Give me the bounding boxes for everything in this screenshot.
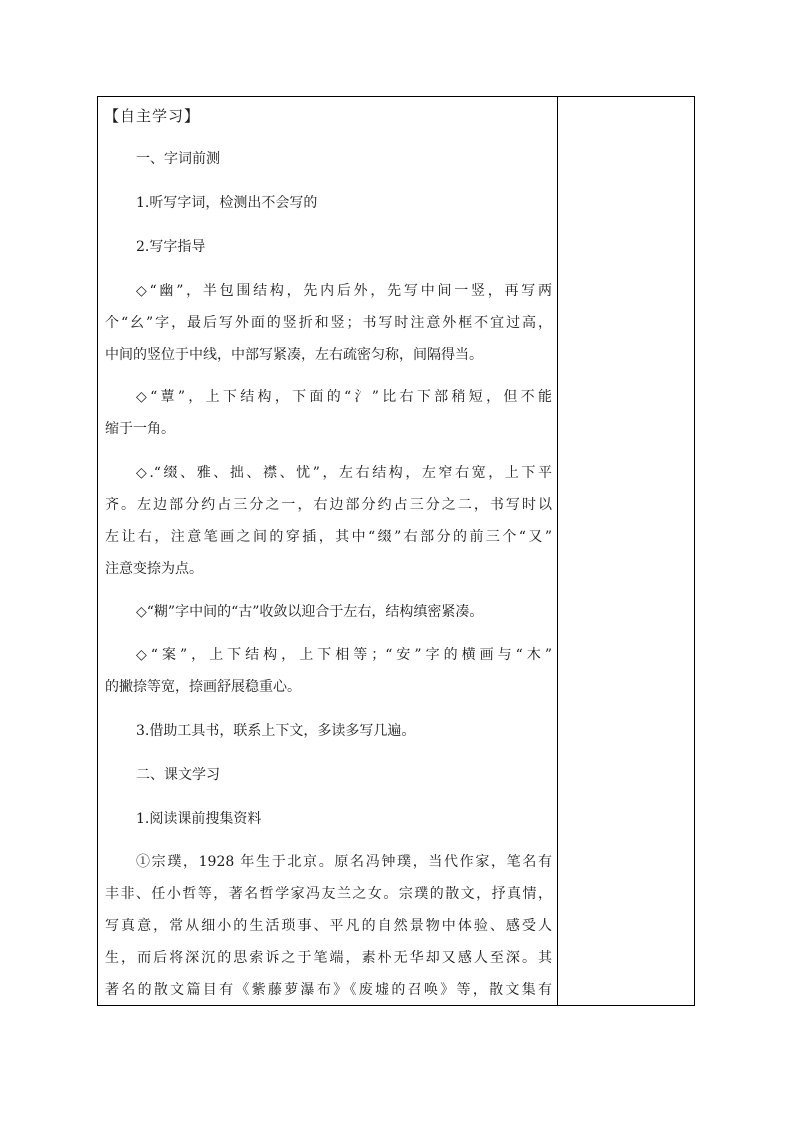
item-dictation: 1.听写字词，检测出不会写的: [136, 195, 318, 211]
subsection-heading-text-study: 二、课文学习: [136, 767, 220, 783]
item-reference-books: 3.借助工具书，联系上下文，多读多写几遍。: [136, 723, 416, 739]
worksheet-table: [97, 96, 695, 1006]
guide-an-line-1: ◇“案”，上下结构，上下相等；“安”字的横画与“木”: [136, 647, 552, 663]
author-bio-line-2: 丰非、任小哲等，著名哲学家冯友兰之女。宗璞的散文，抒真情，: [105, 886, 552, 902]
item-writing-guide: 2.写字指导: [136, 239, 206, 255]
author-bio-line-4: 生，而后将深沉的思索诉之于笔端，素朴无华却又感人至深。其: [105, 950, 552, 966]
guide-hu-line-1: ◇“糊”字中间的“古”收敛以迎合于左右，结构缜密紧凑。: [136, 604, 484, 620]
notes-column: [558, 97, 694, 1005]
guide-zhui-line-3: 左让右，注意笔画之间的穿插，其中“缀”右部分的前三个“又”: [105, 529, 552, 545]
guide-an-line-2: 的撇捺等宽，捺画舒展稳重心。: [105, 679, 301, 695]
author-bio-line-1: ①宗璞，1928 年生于北京。原名冯钟璞，当代作家，笔名有: [136, 854, 552, 870]
guide-zhui-line-2: 齐。左边部分约占三分之一，右边部分约占三分之二，书写时以: [105, 497, 552, 513]
item-read-materials: 1.阅读课前搜集资料: [136, 811, 262, 827]
author-bio-line-5: 著名的散文篇目有《紫藤萝瀑布》《废墟的召唤》等，散文集有: [105, 982, 552, 998]
guide-zhui-line-4: 注意变捺为点。: [105, 561, 203, 577]
guide-you-line-1: ◇“幽”，半包围结构，先内后外，先写中间一竖，再写两: [136, 283, 552, 299]
author-bio-line-3: 写真意，常从细小的生活琐事、平凡的自然景物中体验、感受人: [105, 918, 552, 934]
guide-tan-line-1: ◇“蕈”，上下结构，下面的“氵”比右下部稍短，但不能: [136, 389, 552, 405]
guide-you-line-3: 中间的竖位于中线，中部写紧凑，左右疏密匀称，间隔得当。: [105, 347, 483, 363]
main-content-cell: [98, 97, 558, 1005]
guide-you-line-2: 个“幺”字，最后写外面的竖折和竖；书写时注意外框不宜过高，: [105, 315, 552, 331]
subsection-heading-vocab: 一、字词前测: [136, 151, 220, 167]
guide-zhui-line-1: ◇.“缀、雅、拙、襟、忧”，左右结构，左窄右宽，上下平: [136, 465, 552, 481]
guide-tan-line-2: 缩于一角。: [105, 421, 175, 437]
section-title: 【自主学习】: [104, 107, 201, 125]
